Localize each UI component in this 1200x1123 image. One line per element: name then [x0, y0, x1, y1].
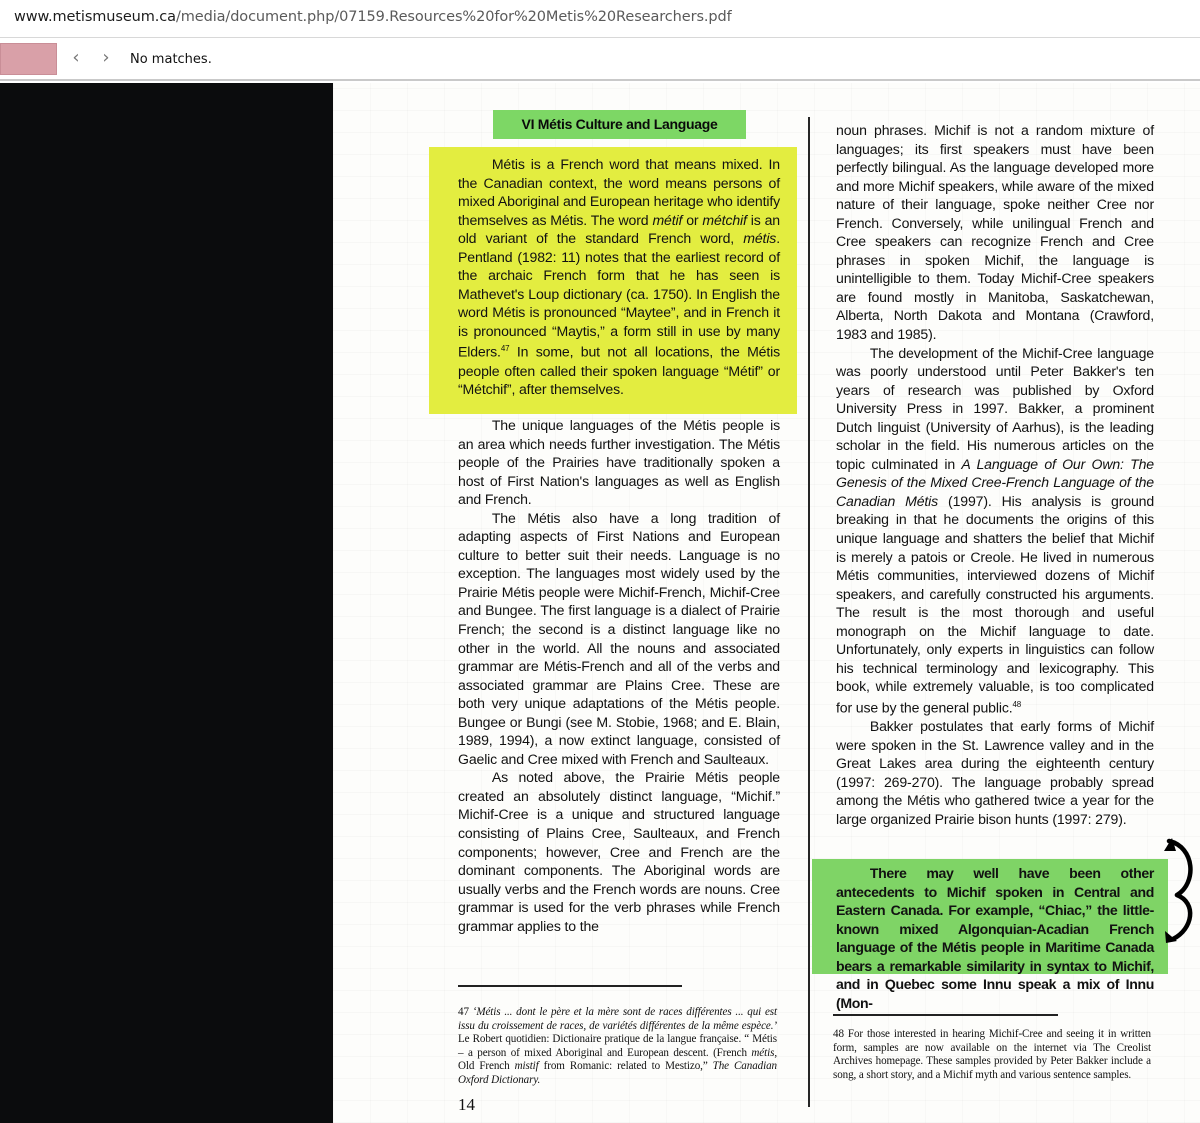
paragraph-bakker-postulates: Bakker postulates that early forms of Michif were spoken in the St. Lawrence valley and in the Great Lakes area during the eighteenth century (1997: 269-270). The language probably spread among the Métis who gathered twice a year for the large organized Prairie bison hunts (1997: 279).	[836, 718, 1154, 827]
paragraph-long-tradition: The Métis also have a long tradition of adapting aspects of First Nations and European culture to better suit their needs. Language is no exception. The languages most widely used by the Prairie Métis people were Michif-French, Michif-Cree and Bungee. The first language is a dialect of Prairie French; the second is a distinct language like no other in the world. All the nouns and associated grammar are Métis-French and all of the verbs and associated grammar are Plains Cree. These are both very unique adaptations of the Métis people. Bungee or Bungi (see M. Stobie, 1968; and E. Blain, 1989, 1994), a now extinct language, consisted of Gaelic and Cree mixed with French and Saulteaux.	[458, 509, 780, 767]
paragraph-bakker-research: The development of the Michif-Cree language was poorly understood until Peter Bakker's ten years of research was published by Oxford University Press in 1997. Bakker, a prominent Dutch linguist (University of Aarhus), is the leading scholar in the field. His numerous articles on the topic culminated in A Language of Our Own: The Genesis of the Mixed Cree-French Language of the Canadian Métis (1997). His analysis is ground breaking in that he documents the origins of this unique language and shatters the belief that Michif is merely a patois or Creole. He lived in numerous Métis communities, interviewed dozens of Michif speakers, and carefully constructed his arguments. The result is the most thorough and useful monograph on the Michif language to date. Unfortunately, only experts in linguistics can follow his technical terminology and lexicography. This book, while extremely valuable, is too complicated for use by the general public.$^{48}$	[836, 344, 1155, 716]
url-host: www.metismuseum.ca	[14, 9, 176, 25]
viewer-background	[0, 83, 333, 1123]
find-next-icon[interactable]: ›	[102, 47, 110, 68]
paragraph-michif: As noted above, the Prairie Métis people created an absolutely distinct language, “Michif.” Michif-Cree is a unique and structured language consisting of Plains Cree, Saulteaux, and French components; however, Cree and French are the dominant components. The Aboriginal words are usually verbs and the French words are nouns. Cree grammar is used for the verb phrases while French grammar applies to the	[458, 769, 780, 934]
paragraph-noun-phrases: noun phrases. Michif is not a random mixture of languages; its first speakers must have been perfectly bilingual. As the language developed more and more Michif speakers, while aware of the mixed nature of their language, spoke neither Cree nor French. Conversely, while unilingual French and Cree speakers can recognize French and Cree phrases in spoken Michif, the language is unintelligible to them. Today Michif-Cree speakers are found mostly in Manitoba, Saskatchewan, Alberta, North Dakota and Montana (Crawford, 1983 and 1985).	[836, 122, 1154, 343]
book-title: A Language of Our Own: The Genesis of the Mixed Cree-French Language of the Canadian Métis	[836, 455, 1154, 509]
find-input[interactable]	[0, 43, 57, 75]
highlighted-paragraph-metis: Métis is a French word that means mixed. In the Canadian context, the word means persons of mixed Aboriginal and European heritage who identify themselves as Métis. The word métif or métchif is an old variant of the standard French word, métis. Pentland (1982: 11) notes that the earliest record of the archaic French form that he has seen is Mathevet's Loup dictionary (ca. 1750). In English the word Métis is pronounced “Maytee”, and in French it is pronounced “Maytis,” a form still in use by many Elders.$^{47}$ In some, but not all locations, the Métis people often called their spoken language “Métif” or “Métchif”, after themselves.	[458, 156, 780, 398]
url-path: /media/document.php/07159.Resources%20for%20Metis%20Researchers.pdf	[175, 9, 732, 25]
paragraph-unique-languages: The unique languages of the Métis people is an area which needs further investigation. The Métis people of the Prairies have traditionally spoken a host of First Nation's languages as well as English and French.	[458, 417, 780, 508]
curved-arrow-icon	[1163, 837, 1197, 943]
pdf-page	[333, 83, 1200, 1123]
footnote-rule	[833, 1014, 1058, 1016]
find-previous-icon[interactable]: ‹	[72, 47, 80, 68]
footnote-47: 47 ‘Métis ... dont le père et la mère sont de races différentes ... qui est issu du croissement de races, de variétés différentes de la même espèce.’ Le Robert quotidien: Dictionaire pratique de la langue française. “ Métis – a person of mixed Aboriginal and European descent. (French métis, Old French mistif from Romanic: related to Mestizo,” The Canadian Oxford Dictionary.	[458, 1006, 777, 1086]
footnote-rule	[458, 985, 682, 987]
section-heading: VI Métis Culture and Language	[493, 110, 746, 139]
page-number: 14	[458, 1095, 475, 1114]
address-bar[interactable]	[0, 0, 1200, 38]
right-column-body	[836, 121, 1154, 828]
highlighted-paragraph-chiac: There may well have been other antecedents to Michif spoken in Central and Eastern Canada. For example, “Chiac,” the little-known mixed Algonquian-Acadian French language of the Métis people in Maritime Canada bears a remarkable similarity in syntax to Michif, and in Quebec some Innu speak a mix of Innu (Mon-	[836, 865, 1154, 1011]
footnote-ref-47: 47	[500, 344, 510, 354]
footnote-48: 48 For those interested in hearing Michif-Cree and seeing it in written form, samples are now available on the internet via The Creolist Archives homepage. These samples provided by Peter Bakker include a song, a short story, and a Michif myth and various sentence samples.	[833, 1028, 1151, 1081]
find-status: No matches.	[130, 52, 212, 67]
column-divider	[808, 117, 810, 1107]
left-column-body	[458, 416, 780, 935]
footnote-ref-48: 48	[1012, 699, 1022, 709]
find-bar	[0, 39, 1200, 81]
